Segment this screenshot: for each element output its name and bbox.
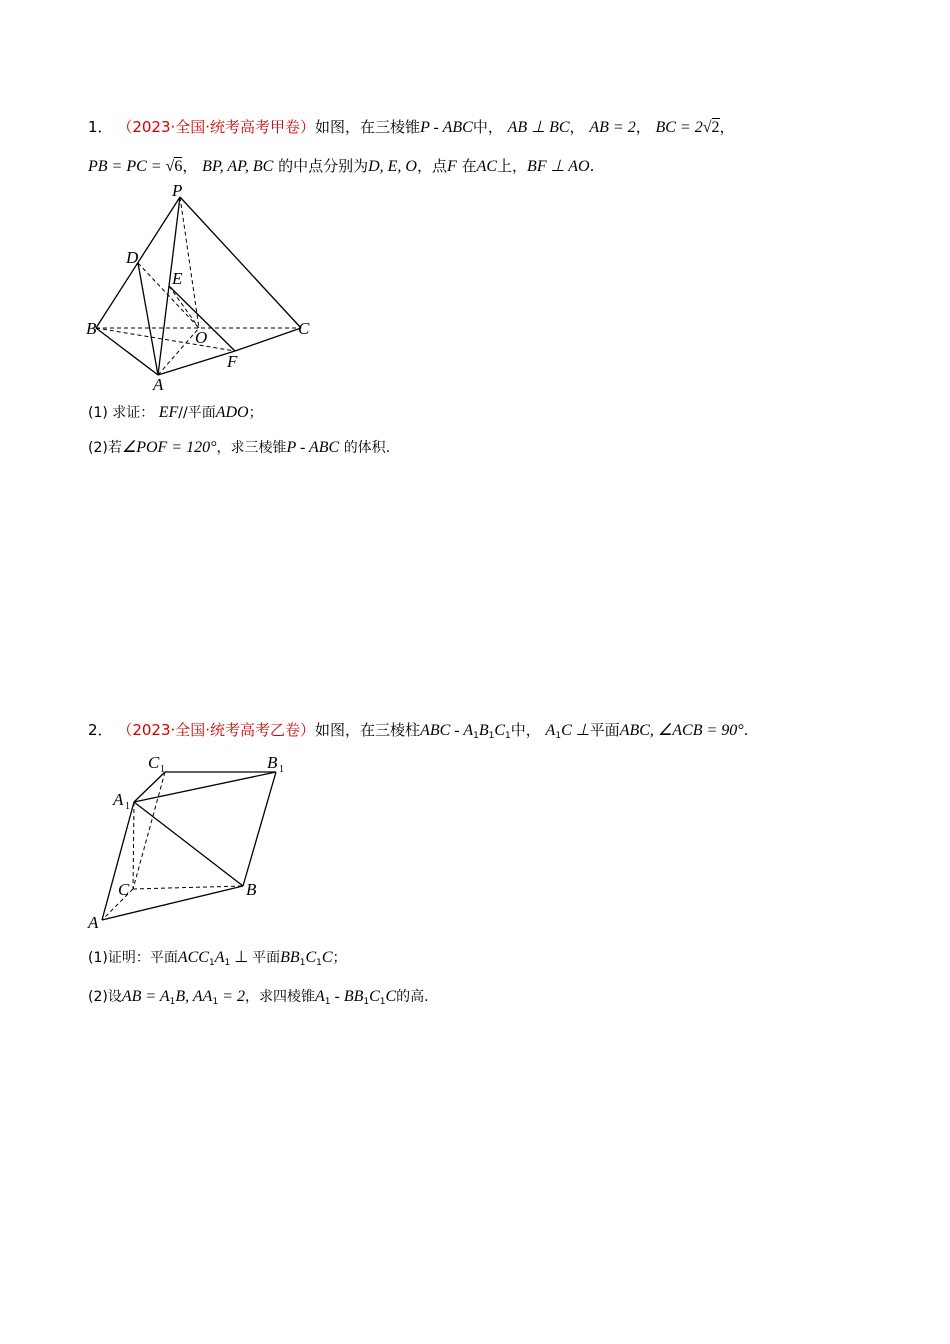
math-acc: ACC bbox=[177, 949, 209, 966]
math-c-perp: C ⊥ bbox=[561, 722, 590, 739]
part2-label: (2)设 bbox=[88, 989, 122, 1005]
label-a: A bbox=[153, 375, 164, 394]
text-dian: ，点 bbox=[416, 157, 447, 175]
math-a: A bbox=[314, 988, 325, 1005]
part2-label: (2)若 bbox=[88, 440, 122, 456]
comma: ， bbox=[635, 118, 651, 136]
label-c: C bbox=[118, 880, 130, 899]
label-a: A bbox=[88, 913, 99, 932]
sub-1: 1 bbox=[363, 997, 370, 1007]
sub-1: 1 bbox=[379, 997, 386, 1007]
problem2-line1 bbox=[88, 719, 748, 747]
text-qiu: ，求四棱锥 bbox=[244, 989, 315, 1005]
math-b-aa: B, AA bbox=[175, 988, 213, 1005]
math-pb-pc: PB = PC = bbox=[88, 158, 166, 175]
problem2-figure bbox=[80, 750, 300, 935]
label-a1: A bbox=[113, 790, 124, 809]
text-qiu: ，求三棱锥 bbox=[216, 440, 287, 456]
math-deo: D, E, O bbox=[368, 158, 417, 175]
sqrt-arg-6: 6 bbox=[174, 158, 183, 175]
problem1-line1 bbox=[88, 116, 735, 139]
text-parallel-plane: //平面 bbox=[178, 405, 216, 421]
text-zhong: 中， bbox=[510, 721, 541, 739]
problem1-intro: 如图，在三棱锥 bbox=[315, 118, 421, 136]
math-bb: BB bbox=[280, 949, 300, 966]
label-c: C bbox=[298, 319, 310, 338]
sub-1: 1 bbox=[324, 997, 331, 1007]
sub-1: 1 bbox=[212, 997, 219, 1007]
sub-1: 1 bbox=[505, 731, 511, 741]
part1-label: (1) 求证： bbox=[88, 405, 155, 421]
label-b1: B bbox=[267, 753, 278, 772]
sub-1: 1 bbox=[299, 958, 306, 968]
sub-1: 1 bbox=[279, 764, 284, 775]
sub-1: 1 bbox=[160, 764, 165, 775]
problem1-figure bbox=[80, 185, 320, 395]
math-bc-eq: BC = 2 bbox=[655, 119, 703, 136]
sub-1: 1 bbox=[169, 997, 176, 1007]
comma: ， bbox=[569, 118, 585, 136]
math-bf-perp-ao: BF ⊥ AO bbox=[527, 158, 590, 175]
math-p-abc: P - ABC bbox=[420, 119, 473, 136]
label-b: B bbox=[246, 880, 257, 899]
problem1-source: （2023·全国·统考高考甲卷） bbox=[117, 118, 316, 136]
sqrt-symbol: √ bbox=[165, 158, 175, 175]
label-d: D bbox=[126, 248, 139, 267]
sqrt-arg: 2 bbox=[711, 119, 720, 136]
problem2-source: （2023·全国·统考高考乙卷） bbox=[117, 721, 316, 739]
part1-label: (1)证明：平面 bbox=[88, 950, 178, 966]
label-c1: C bbox=[148, 753, 160, 772]
problem1-line2 bbox=[88, 155, 594, 178]
comma: ， bbox=[182, 157, 198, 175]
math-c: C bbox=[321, 949, 333, 966]
sub-1: 1 bbox=[224, 958, 231, 968]
math-a: A bbox=[214, 949, 225, 966]
math-ado: ADO bbox=[215, 404, 249, 421]
text-height: 的高. bbox=[396, 989, 429, 1005]
math-ab-perp-bc: AB ⊥ BC bbox=[507, 119, 570, 136]
math-ef: EF bbox=[158, 404, 179, 421]
text-plane: 平面 bbox=[589, 721, 620, 739]
math-perp: ⊥ bbox=[230, 949, 253, 966]
math-a: A bbox=[545, 722, 556, 739]
label-b: B bbox=[86, 319, 97, 338]
math-abc-angle: ABC, ∠ACB = 90° bbox=[619, 722, 744, 739]
math-b: B bbox=[478, 722, 489, 739]
text-midpoints: 的中点分别为 bbox=[278, 157, 369, 175]
math-dash-bb: - BB bbox=[330, 988, 364, 1005]
label-o: O bbox=[195, 328, 208, 347]
sub-1: 1 bbox=[316, 958, 322, 968]
sub-1: 1 bbox=[488, 731, 495, 741]
sub-1: 1 bbox=[555, 731, 562, 741]
math-angle-pof: ∠POF = 120° bbox=[121, 439, 217, 456]
math-abc-a: ABC - A bbox=[420, 722, 474, 739]
math-c: C bbox=[369, 988, 380, 1005]
math-c: C bbox=[305, 949, 317, 966]
label-p: P bbox=[172, 185, 183, 200]
period: . bbox=[743, 721, 749, 739]
math-p-abc-2: P - ABC bbox=[286, 439, 340, 456]
text-zai: 在 bbox=[461, 157, 477, 175]
problem1-number: 1． bbox=[88, 118, 113, 136]
text-volume: 的体积. bbox=[343, 440, 391, 456]
label-f: F bbox=[227, 352, 238, 371]
semicolon: ； bbox=[248, 405, 263, 421]
comma: ， bbox=[719, 118, 735, 136]
math-ac: AC bbox=[476, 158, 498, 175]
sqrt-symbol: √ bbox=[702, 119, 712, 136]
text-plane: 平面 bbox=[252, 950, 281, 966]
sub-1: 1 bbox=[208, 958, 215, 968]
math-bp-ap-bc: BP, AP, BC bbox=[202, 158, 274, 175]
math-f: F bbox=[447, 158, 457, 175]
semicolon: ； bbox=[332, 950, 347, 966]
math-c: C bbox=[385, 988, 397, 1005]
problem1-part2 bbox=[88, 437, 390, 459]
math-eq-2: = 2 bbox=[218, 988, 245, 1005]
math-c: C bbox=[494, 722, 506, 739]
problem2-part1 bbox=[88, 947, 347, 974]
problem2-number: 2． bbox=[88, 721, 113, 739]
text-shang: 上， bbox=[497, 157, 528, 175]
period: . bbox=[589, 157, 595, 175]
sub-1: 1 bbox=[125, 801, 130, 812]
math-ab-eq-a: AB = A bbox=[121, 988, 170, 1005]
math-ab-eq-2: AB = 2 bbox=[589, 119, 636, 136]
problem2-part2 bbox=[88, 986, 429, 1013]
text-zhong: 中， bbox=[472, 118, 503, 136]
problem2-intro: 如图，在三棱柱 bbox=[315, 721, 421, 739]
problem1-part1 bbox=[88, 402, 263, 424]
sub-1: 1 bbox=[473, 731, 479, 741]
label-e: E bbox=[172, 269, 183, 288]
